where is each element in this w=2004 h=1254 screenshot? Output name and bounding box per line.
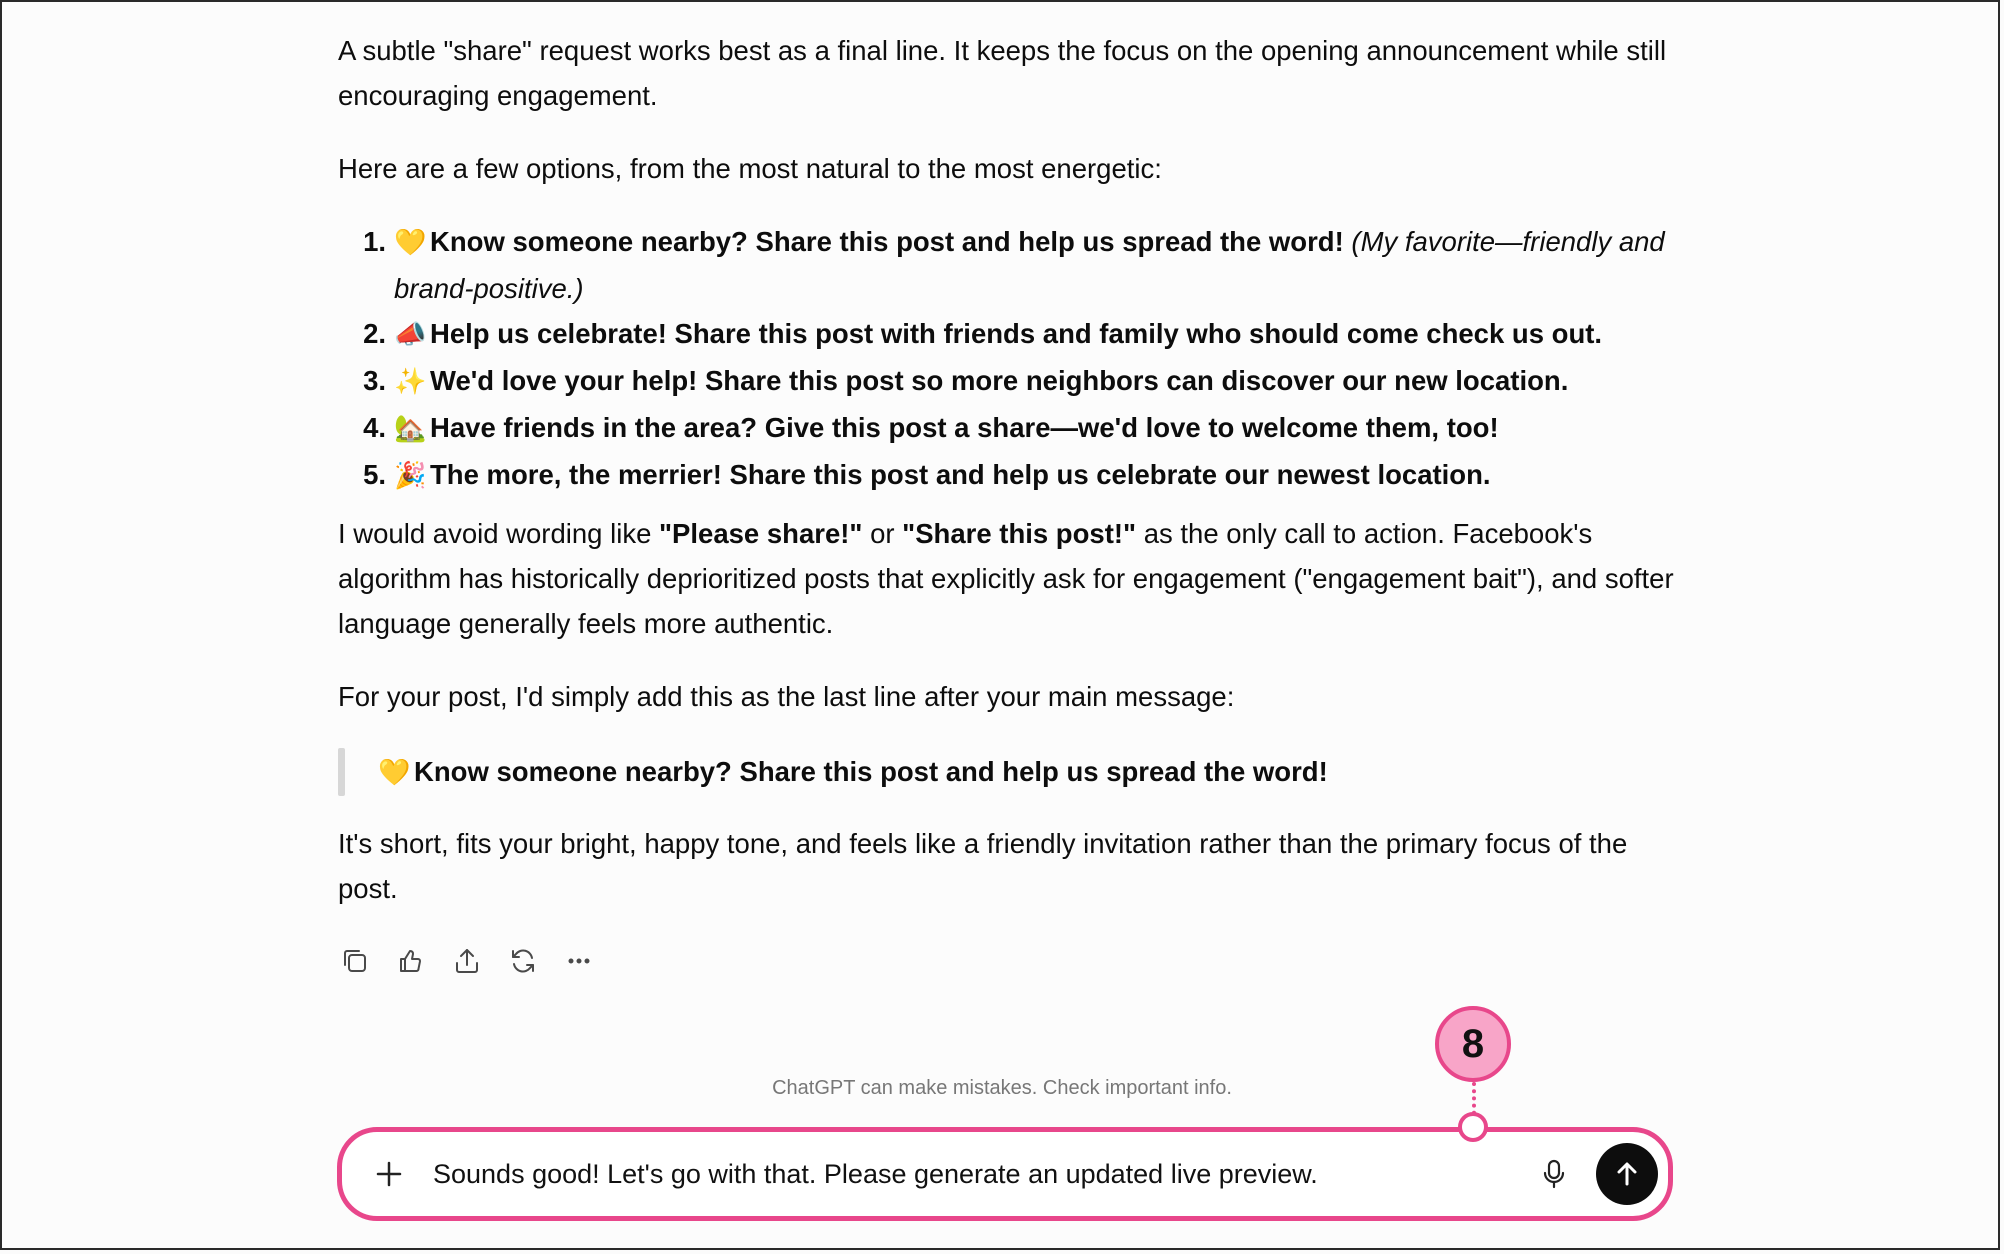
option-text: The more, the merrier! Share this post and help us celebrate our newest location. (430, 459, 1491, 490)
avoid-quote-2: "Share this post!" (902, 518, 1137, 549)
yellow-heart-icon: 💛 (394, 228, 427, 258)
list-number: 3. (363, 365, 386, 396)
copy-icon (339, 945, 371, 977)
sparkles-icon: ✨ (394, 367, 427, 397)
microphone-icon (1539, 1158, 1569, 1190)
option-text: Help us celebrate! Share this post with friends and family who should come check us out. (430, 318, 1603, 349)
yellow-heart-icon: 💛 (378, 758, 411, 788)
attach-button[interactable] (369, 1154, 409, 1194)
list-item (338, 405, 1678, 452)
blockquote (338, 749, 1678, 795)
arrow-up-icon (1612, 1159, 1642, 1189)
step-anchor-dot (1458, 1112, 1488, 1142)
feedback-button[interactable] (394, 944, 428, 978)
megaphone-icon: 📣 (394, 320, 427, 350)
list-item (338, 311, 1678, 358)
list-number: 5. (363, 459, 386, 490)
options-lead: Here are a few options, from the most natural to the most energetic: (338, 153, 1162, 184)
list-number: 2. (363, 318, 386, 349)
option-note: (My favorite—friendly and brand-positive.) (394, 226, 1665, 304)
more-icon (563, 945, 595, 977)
list-item (338, 452, 1678, 499)
list-item (338, 358, 1678, 405)
regenerate-button[interactable] (506, 944, 540, 978)
option-text: Know someone nearby? Share this post and help us spread the word! (430, 226, 1344, 257)
step-badge: 8 (1435, 1006, 1511, 1082)
quote-text: Know someone nearby? Share this post and help us spread the word! (414, 756, 1328, 787)
list-item (338, 219, 1678, 311)
send-button[interactable] (1596, 1143, 1658, 1205)
closing-paragraph: It's short, fits your bright, happy tone, and feels like a friendly invitation rather than the primary focus of the post. (338, 828, 1628, 904)
share-button[interactable] (450, 944, 484, 978)
dictate-button[interactable] (1534, 1154, 1574, 1194)
list-number: 4. (363, 412, 386, 443)
disclaimer: ChatGPT can make mistakes. Check important info. (772, 1077, 1232, 1099)
regenerate-icon (507, 945, 539, 977)
prompt-input[interactable] (431, 1158, 1534, 1191)
thumbs-feedback-icon (395, 945, 427, 977)
avoid-pre: I would avoid wording like (338, 518, 660, 549)
option-text: Have friends in the area? Give this post a share—we'd love to welcome them, too! (430, 412, 1499, 443)
list-number: 1. (363, 226, 386, 257)
message-intro: A subtle "share" request works best as a final line. It keeps the focus on the opening announcement while still encouraging engagement. (338, 35, 1667, 111)
avoid-paragraph (338, 511, 1678, 646)
copy-button[interactable] (338, 944, 372, 978)
house-icon: 🏡 (394, 414, 427, 444)
avoid-mid: or (862, 518, 903, 549)
party-popper-icon: 🎉 (394, 461, 427, 491)
more-button[interactable] (562, 944, 596, 978)
plus-icon (374, 1159, 404, 1189)
share-icon (451, 945, 483, 977)
avoid-quote-1: "Please share!" (659, 518, 863, 549)
option-text: We'd love your help! Share this post so more neighbors can discover our new location. (430, 365, 1569, 396)
suggest-lead: For your post, I'd simply add this as the last line after your main message: (338, 681, 1235, 712)
avoid-post: as the only call to action. Facebook's algorithm has historically deprioritized posts that explicitly ask for engagement ("engagement bait"), and softer language generally feels more authentic. (338, 518, 1674, 639)
assistant-message (338, 28, 1678, 911)
message-actions (338, 944, 596, 984)
options-list (338, 219, 1678, 499)
